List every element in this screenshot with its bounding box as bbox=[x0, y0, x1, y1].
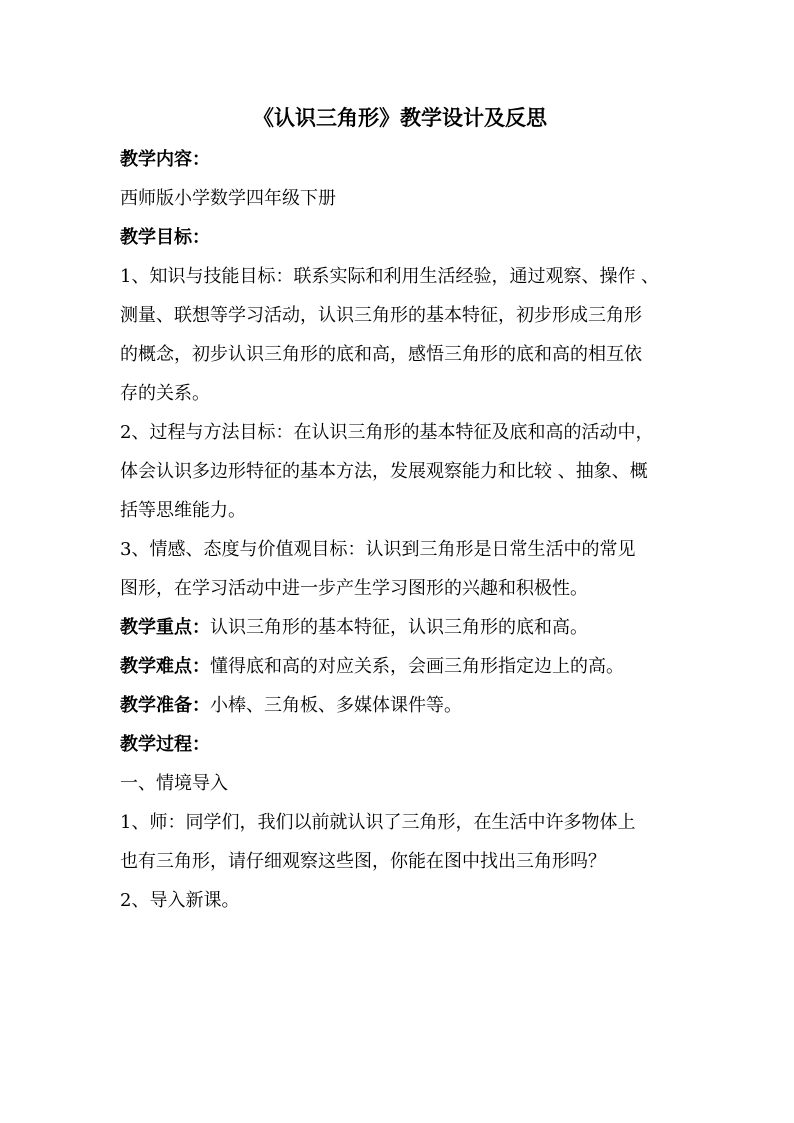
step1-line1: 1、师：同学们，我们以前就认识了三角形，在生活中许多物体上 bbox=[120, 812, 636, 833]
content-text: 西师版小学数学四年级下册 bbox=[120, 188, 336, 209]
goal2-line1: 2、过程与方法目标：在认识三角形的基本特征及底和高的活动中， bbox=[120, 422, 654, 443]
process-heading: 教学过程： bbox=[120, 734, 210, 755]
key-points-text: 认识三角形的基本特征，认识三角形的底和高。 bbox=[210, 617, 588, 638]
content-heading: 教学内容： bbox=[120, 149, 210, 170]
step1-line2: 也有三角形，请仔细观察这些图，你能在图中找出三角形吗？ bbox=[120, 851, 606, 872]
goal3-line1: 3、情感、态度与价值观目标：认识到三角形是日常生活中的常见 bbox=[120, 539, 636, 560]
preparation-text: 小棒、三角板、多媒体课件等。 bbox=[210, 695, 462, 716]
difficulty-label: 教学难点： bbox=[120, 656, 210, 677]
document-page bbox=[120, 100, 680, 920]
key-points bbox=[120, 608, 680, 647]
document-title: 《认识三角形》教学设计及反思 bbox=[253, 105, 547, 130]
key-points-label: 教学重点： bbox=[120, 617, 210, 638]
goals-heading: 教学目标： bbox=[120, 227, 210, 248]
section1-heading: 一、情境导入 bbox=[120, 773, 228, 794]
goal2-line3: 括等思维能力。 bbox=[120, 500, 246, 521]
preparation-label: 教学准备： bbox=[120, 695, 210, 716]
goal1-line2: 测量、联想等学习活动，认识三角形的基本特征，初步形成三角形 bbox=[120, 305, 642, 326]
goal3-line2: 图形，在学习活动中进一步产生学习图形的兴趣和积极性。 bbox=[120, 578, 588, 599]
goal1-line3: 的概念，初步认识三角形的底和高，感悟三角形的底和高的相互依 bbox=[120, 344, 642, 365]
goal2-line2: 体会认识多边形特征的基本方法，发展观察能力和比较 、抽象、概 bbox=[120, 461, 648, 482]
preparation bbox=[120, 686, 680, 725]
difficulty-points bbox=[120, 647, 680, 686]
goal1-line4: 存的关系。 bbox=[120, 383, 210, 404]
goal1-line1: 1、知识与技能目标：联系实际和利用生活经验，通过观察、操作 、 bbox=[120, 266, 660, 287]
step2: 2、导入新课。 bbox=[120, 890, 240, 911]
difficulty-text: 懂得底和高的对应关系，会画三角形指定边上的高。 bbox=[210, 656, 624, 677]
